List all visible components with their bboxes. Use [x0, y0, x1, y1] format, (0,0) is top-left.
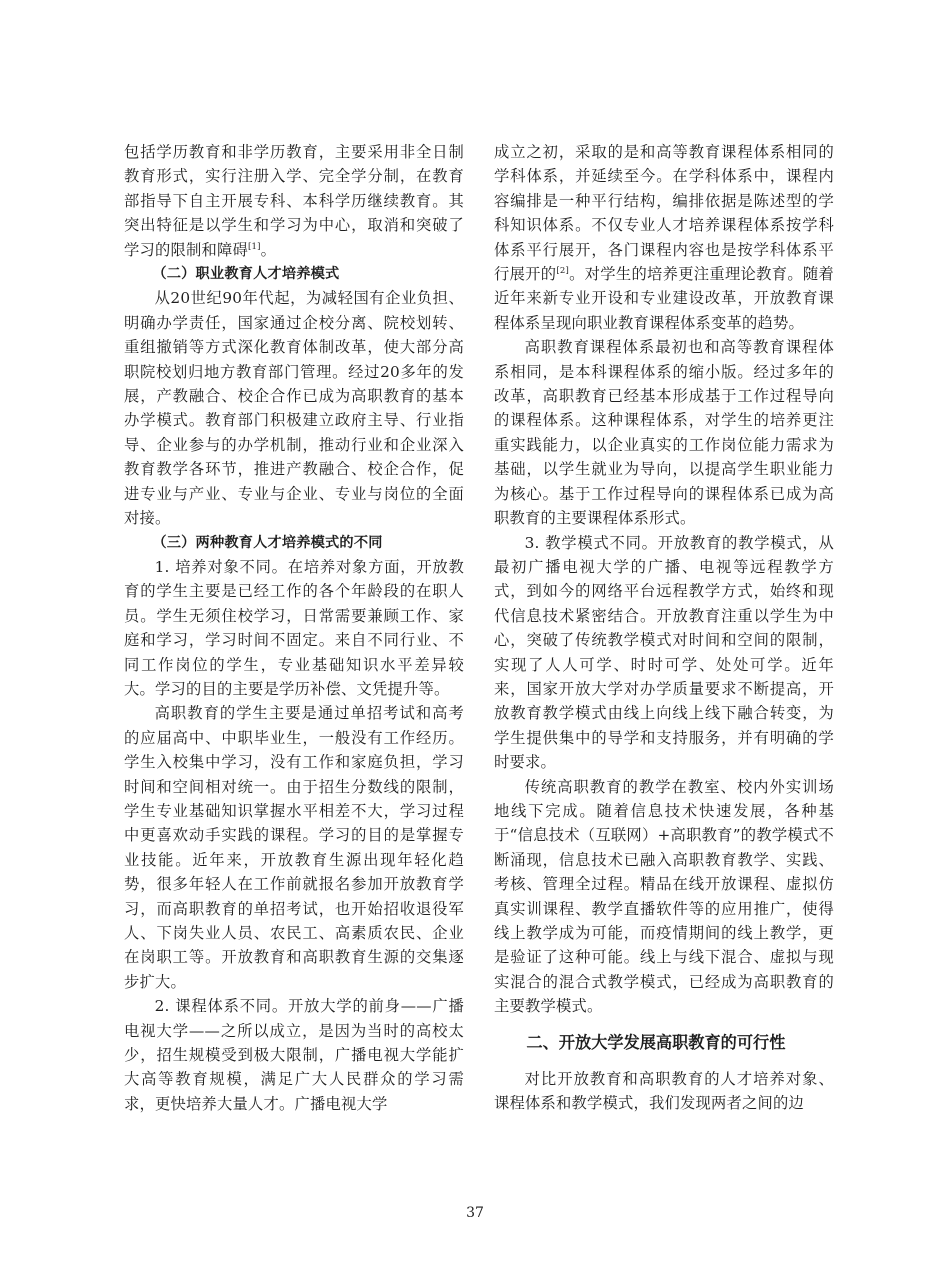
paragraph: 传统高职教育的教学在教室、校内外实训场地线下完成。随着信息技术快速发展，各种基于“信息技术（互联网）+高职教育”的教学模式不断涌现，信息技术已融入高职教育教学、实践、考核、管理全过程。精品在线开放课程、虚拟仿真实训课程、教学直播软件等的应用推广，使得线上教学成为可能，而疫情期间的线上教学，更是验证了这种可能。线上与线下混合、虚拟与现实混合的混合式教学模式，已经成为高职教育的主要教学模式。 [494, 777, 834, 1016]
paragraph: 高职教育的学生主要是通过单招考试和高考的应届高中、中职毕业生，一般没有工作经历。学生入校集中学习，没有工作和家庭负担，学习时间和空间相对统一。由于招生分数线的限制，学生专业基础知识掌握水平相差不大，学习过程中更喜欢动手实践的课程。学习的目的是掌握专业技能。近年来，开放教育生源出现年轻化趋势，很多年轻人在工作前就报名参加开放教育学习，而高职教育的单招考试，也开始招收退役军人、下岗失业人员、农民工、高素质农民、企业在岗职工等。开放教育和高职教育生源的交集逐步扩大。 [124, 704, 464, 991]
paragraph: 高职教育课程体系最初也和高等教育课程体系相同，是本科课程体系的缩小版。经过多年的改革，高职教育已经基本形成基于工作过程导向的课程体系。这种课程体系，对学生的培养更注重实践能力，以企业真实的工作岗位能力需求为基础，以学生就业为导向，以提高学生职业能力为核心。基于工作过程导向的课程体系已成为高职教育的主要课程体系形式。 [494, 338, 834, 528]
paragraph-text: 。 [260, 240, 277, 259]
paragraph: 3. 教学模式不同。开放教育的教学模式，从最初广播电视大学的广播、电视等远程教学方式，到如今的网络平台远程教学方式，始终和现代信息技术紧密结合。开放教育注重以学生为中心，突破了传统教学模式对时间和空间的限制，实现了人人可学、时时可学、处处可学。近年来，国家开放大学对办学质量要求不断提高，开放教育教学模式由线上向线上线下融合转变，为学生提供集中的导学和支持服务，并有明确的学时要求。 [494, 533, 834, 772]
paragraph: 从20世纪90年代起，为减轻国有企业负担、明确办学责任，国家通过企校分离、院校划转、重组撤销等方式深化教育体制改革，使大部分高职院校划归地方教育部门管理。经过20多年的发展，产教融合、校企合作已成为高职教育的基本办学模式。教育部门积极建立政府主导、行业指导、企业参与的办学机制，推动行业和企业深入教育教学各环节，推进产教融合、校企合作，促进专业与产业、专业与企业、专业与岗位的全面对接。 [124, 289, 464, 528]
left-column [124, 140, 464, 1116]
paragraph [124, 140, 464, 262]
section-heading: 二、开放大学发展高职教育的可行性 [526, 1032, 786, 1052]
paragraph-text: 。对学生的培养更注重理论教育。随着近年来新专业开设和专业建设改革，开放教育课程体系呈现向职业教育课程体系变革的趋势。 [494, 265, 834, 332]
subsection-heading: （二）职业教育人才培养模式 [152, 266, 340, 283]
paragraph: 对比开放教育和高职教育的人才培养对象、课程体系和教学模式，我们发现两者之间的边 [494, 1069, 834, 1113]
citation-ref: [2] [556, 265, 569, 276]
paragraph: 1. 培养对象不同。在培养对象方面，开放教育的学生主要是已经工作的各个年龄段的在职人员。学生无须住校学习，日常需要兼顾工作、家庭和学习，学习时间不固定。来自不同行业、不同工作岗位的学生，专业基础知识水平差异较大。学习的目的主要是学历补偿、文凭提升等。 [124, 557, 464, 698]
paragraph: 2. 课程体系不同。开放大学的前身——广播电视大学——之所以成立，是因为当时的高校太少，招生规模受到极大限制，广播电视大学能扩大高等教育规模，满足广大人民群众的学习需求，更快培养大量人才。广播电视大学 [124, 997, 464, 1113]
paragraph [494, 140, 834, 335]
paragraph-text: 包括学历教育和非学历教育，主要采用非全日制教育形式，实行注册入学、完全学分制，在教育部指导下自主开展专科、本科学历继续教育。其突出特征是以学生和学习为中心，取消和突破了学习的限制和障碍 [124, 143, 464, 259]
page-number: 37 [466, 1205, 484, 1221]
subsection-heading: （三）两种教育人才培养模式的不同 [152, 534, 383, 551]
paragraph-text: 成立之初，采取的是和高等教育课程体系相同的学科体系，并延续至今。在学科体系中，课程内容编排是一种平行结构，编排依据是陈述型的学科知识体系。不仅专业人才培养课程体系按学科体系平行展开，各门课程内容也是按学科体系平行展开的 [494, 143, 834, 284]
citation-ref: [1] [247, 241, 261, 252]
right-column [494, 140, 834, 1115]
